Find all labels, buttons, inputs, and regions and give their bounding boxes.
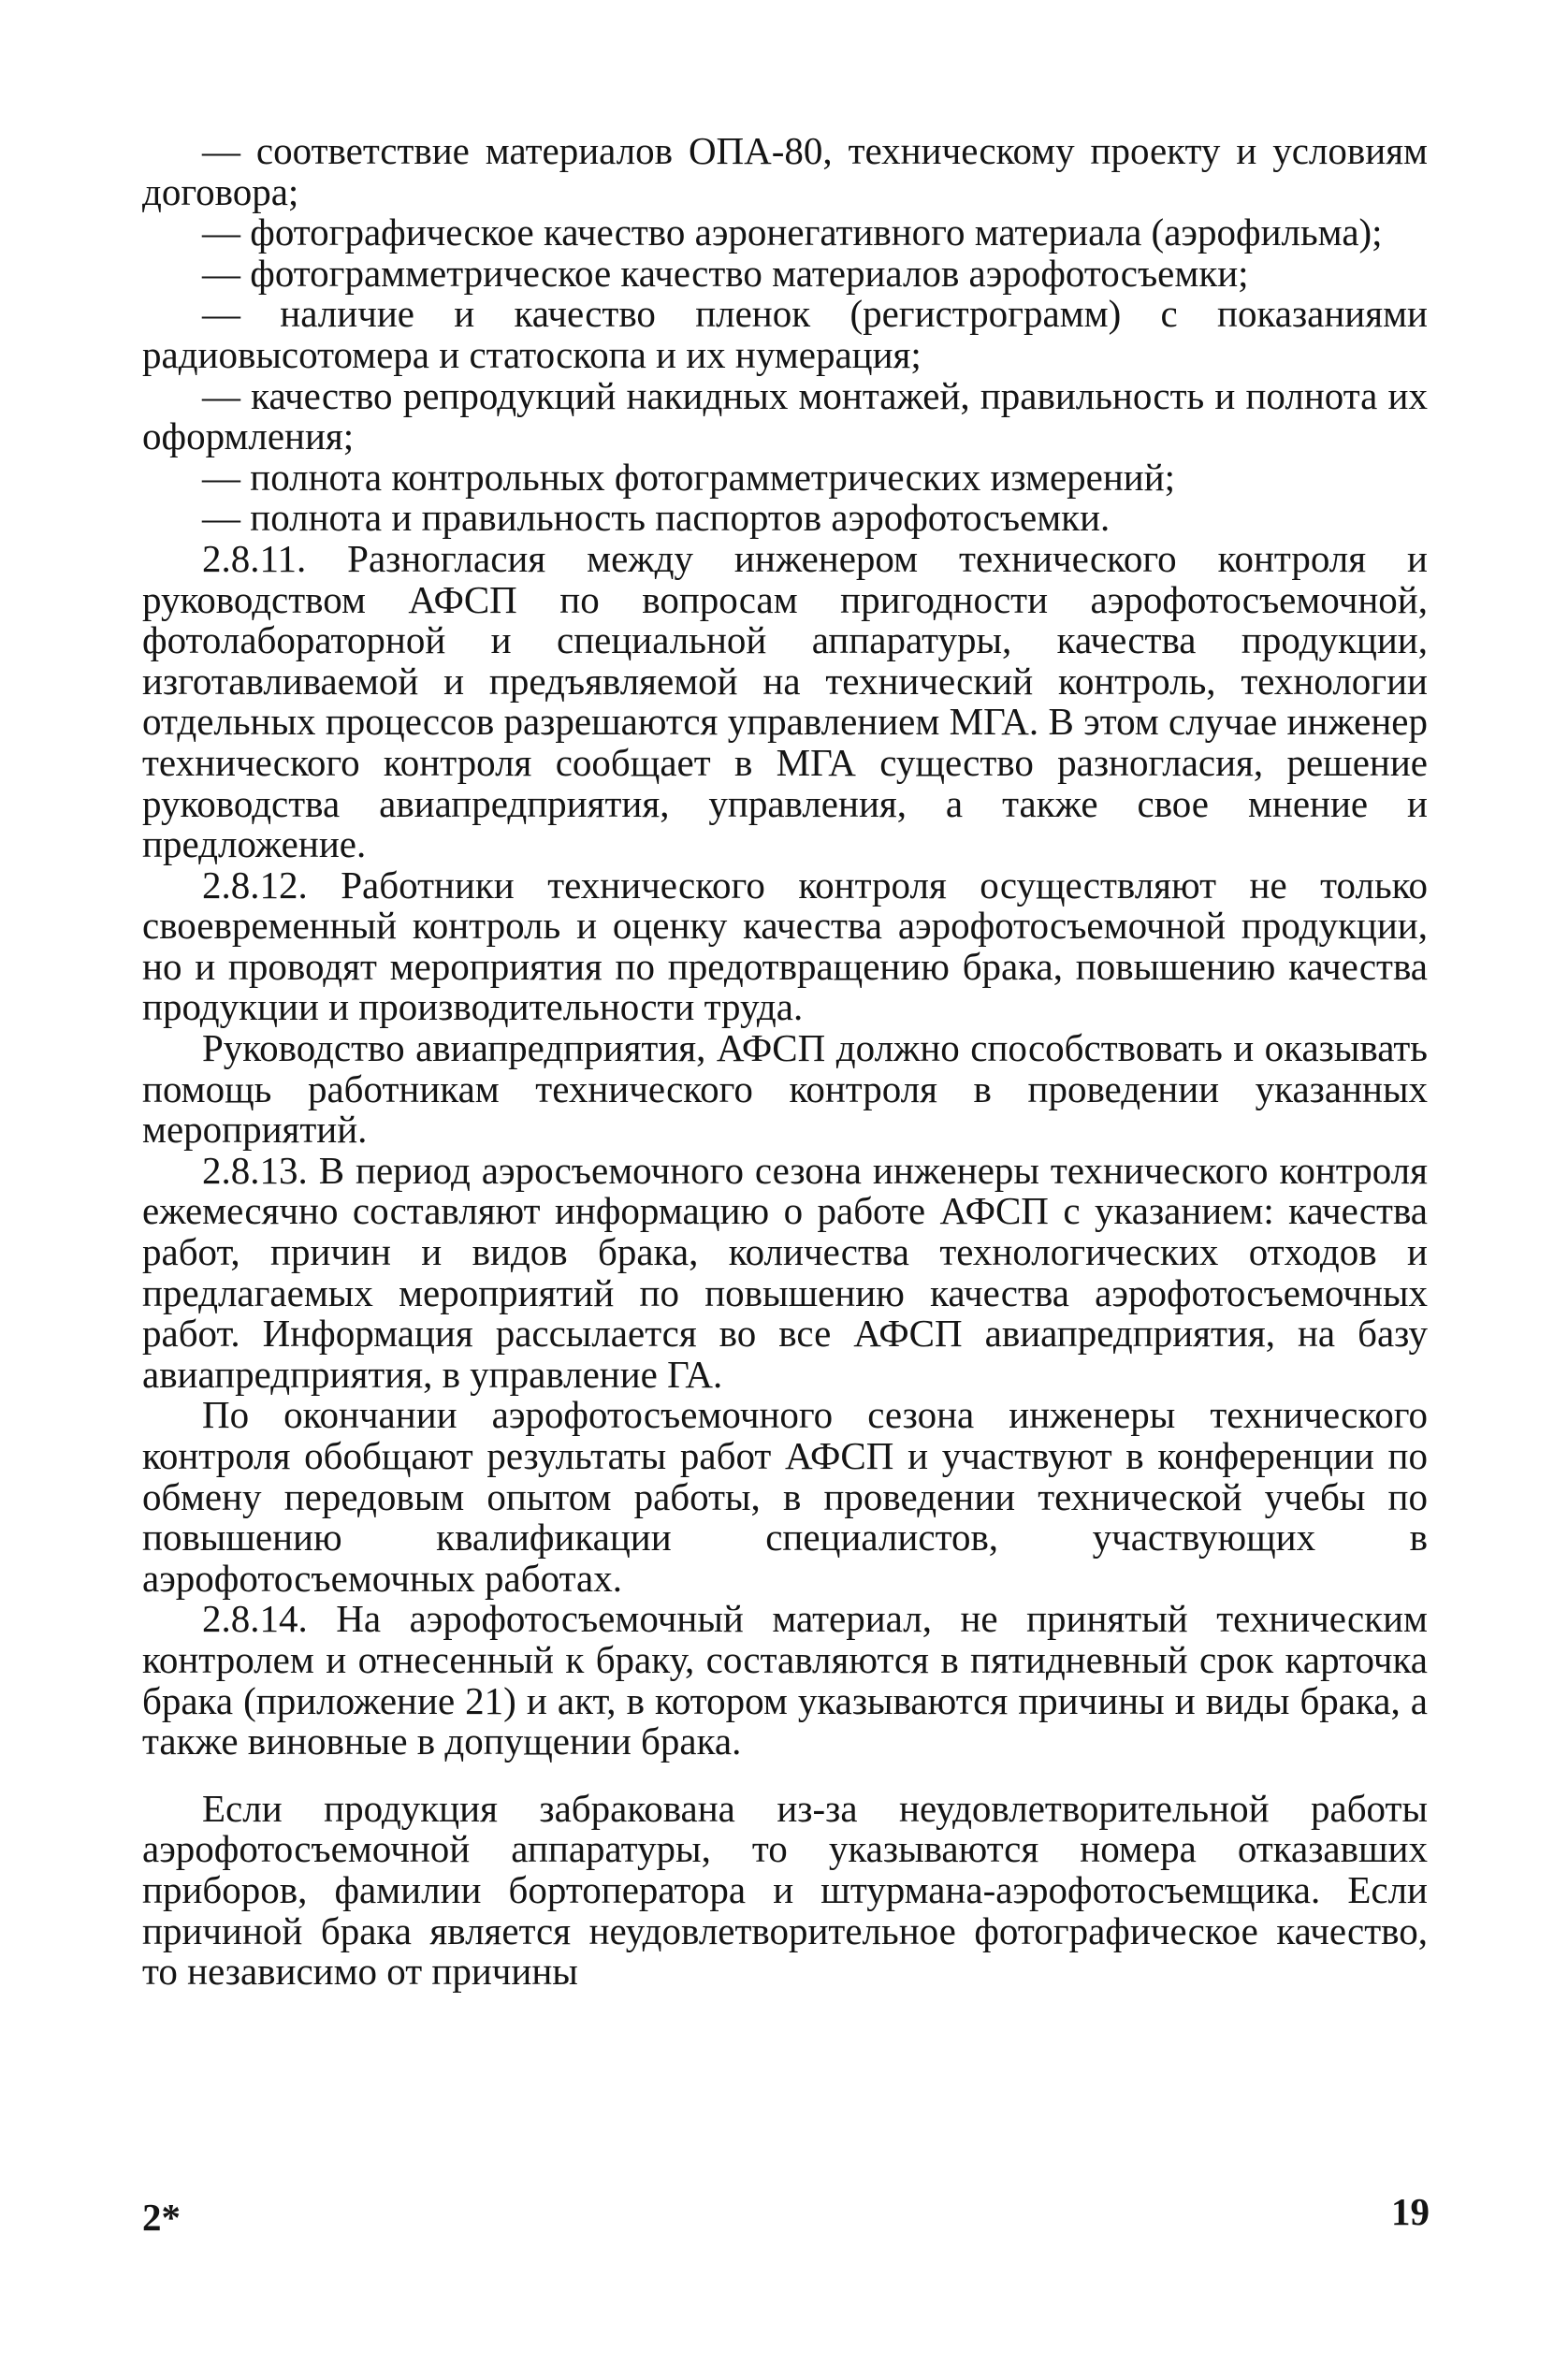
page-number: 19 [1391, 2190, 1430, 2233]
page-body [142, 131, 1428, 1993]
paragraph-rejected-product: Если продукция забракована из-за неудовлетворительной работы аэрофотосъемочной аппаратуры, то указываются номера отказавших приборов, фамилии бортоператора и штурмана-аэрофотосъемщика. Если причиной брака является неудовлетворительное фотографическое качество, то независимо от причины [142, 1786, 1428, 1994]
list-item-compliance: — соответствие материалов ОПА-80, техническому проекту и условиям договора; [142, 129, 1428, 213]
signature-mark: 2* [142, 2196, 181, 2239]
list-item-photographic-quality: — фотографическое качество аэронегативного материала (аэрофильма); [202, 210, 1383, 254]
list-item-passports: — полнота и правильность паспортов аэрофотосъемки. [202, 496, 1111, 540]
list-item-control-measurements: — полнота контрольных фотограмметрических измерений; [202, 455, 1176, 499]
list-item-films-registrograms: — наличие и качество пленок (регистрограмм) с показаниями радиовысотомера и статоскопа и их нумерация; [142, 292, 1428, 376]
paragraph-2-8-11: 2.8.11. Разногласия между инженером технического контроля и руководством АФСП по вопросам пригодности аэрофотосъемочной, фотолабораторной и специальной аппаратуры, качества продукции, изготавливаемой и предъявляемой на технический контроль, технологии отдельных процессов разрешаются управлением МГА. В этом случае инженер технического контроля сообщает в МГА существо разногласия, решение руководства авиапредприятия, управления, а также свое мнение и предложение. [142, 536, 1428, 866]
paragraph-2-8-12: 2.8.12. Работники технического контроля осуществляют не только своевременный контроль и оценку качества аэрофотосъемочной продукции, но и проводят мероприятия по предотвращению брака, повышению качества продукции и производительности труда. [142, 863, 1428, 1029]
paragraph-management: Руководство авиапредприятия, АФСП должно способствовать и оказывать помощь работникам технического контроля в проведении указанных мероприятий. [142, 1026, 1428, 1152]
paragraph-season-end: По окончании аэрофотосъемочного сезона инженеры технического контроля обобщают результаты работ АФСП и участвуют в конференции по обмену передовым опытом работы, в проведении технической учебы по повышению квалификации специалистов, участвующих в аэрофотосъемочных работах. [142, 1393, 1428, 1600]
paragraph-2-8-14: 2.8.14. На аэрофотосъемочный материал, не принятый техническим контролем и отнесенный к браку, составляются в пятидневный срок карточка брака (приложение 21) и акт, в котором указываются причины и виды брака, а также виновные в допущении брака. [142, 1597, 1428, 1763]
paragraph-2-8-13: 2.8.13. В период аэросъемочного сезона инженеры технического контроля ежемесячно составляют информацию о работе АФСП с указанием: качества работ, причин и видов брака, количества технологических отходов и предлагаемых мероприятий по повышению качества аэрофотосъемочных работ. Информация рассылается во все АФСП авиапредприятия, на базу авиапредприятия, в управление ГА. [142, 1148, 1428, 1396]
list-item-reproductions: — качество репродукций накидных монтажей, правильность и полнота их оформления; [142, 373, 1428, 458]
list-item-photogrammetric-quality: — фотограмметрическое качество материалов аэрофотосъемки; [202, 251, 1249, 295]
